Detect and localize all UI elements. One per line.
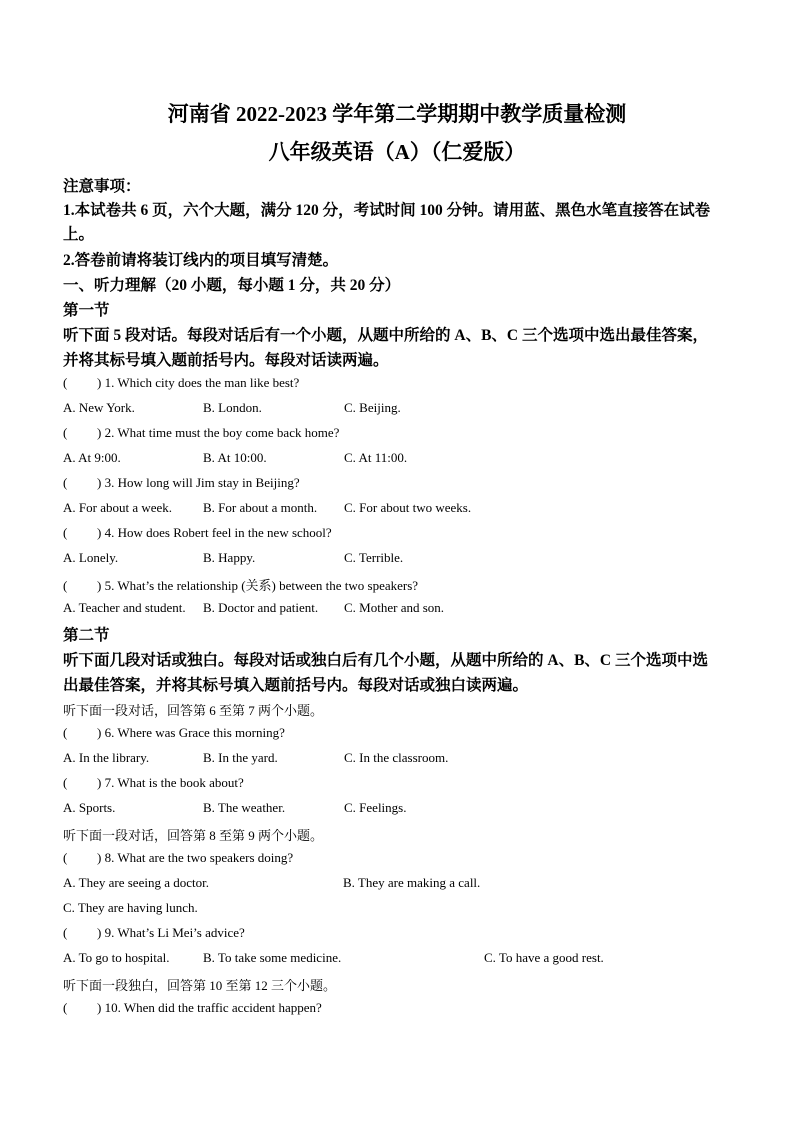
q1-option-b: B. London.: [203, 400, 262, 415]
q5-option-a: A. Teacher and student.: [63, 600, 186, 615]
answer-bracket[interactable]: (: [63, 375, 68, 390]
q8-option-a: A. They are seeing a doctor.: [63, 875, 209, 890]
q6-option-b: B. In the yard.: [203, 750, 278, 765]
section2-instructions-cont: 出最佳答案，并将其标号填入题前括号内。每段对话或独白读两遍。: [63, 677, 529, 694]
notes-item-1-cont: 上。: [63, 226, 95, 243]
q2-option-a: A. At 9:00.: [63, 450, 121, 465]
section2-instructions: 听下面几段对话或独白。每段对话或独白后有几个小题，从题中所给的 A、B、C 三个选项中选: [63, 652, 708, 669]
q7-option-c: C. Feelings.: [344, 800, 407, 815]
section1-heading: 第一节: [63, 302, 110, 319]
q6-option-c: C. In the classroom.: [344, 750, 449, 765]
q4-option-a: A. Lonely.: [63, 550, 119, 565]
q5-option-c: C. Mother and son.: [344, 600, 445, 615]
answer-bracket[interactable]: (: [63, 725, 68, 740]
q3-option-b: B. For about a month.: [203, 500, 318, 515]
answer-bracket[interactable]: (: [63, 775, 68, 790]
notes-heading: 注意事项：: [63, 178, 141, 195]
part1-heading: 一、听力理解（20 小题，每小题 1 分，共 20 分）: [63, 277, 401, 294]
question-2: ( ) 2. What time must the boy come back home?: [63, 425, 340, 440]
question-9: ( ) 9. What’s Li Mei’s advice?: [63, 925, 245, 940]
q8-option-b: B. They are making a call.: [343, 875, 481, 890]
q7-option-a: A. Sports.: [63, 800, 116, 815]
q1-option-c: C. Beijing.: [344, 400, 401, 415]
answer-bracket[interactable]: (: [63, 425, 68, 440]
question-3: ( ) 3. How long will Jim stay in Beijing?: [63, 475, 300, 490]
notes-item-1: 1.本试卷共 6 页，六个大题，满分 120 分，考试时间 100 分钟。请用蓝、黑色水笔直接答在试卷: [63, 202, 711, 219]
q2-option-c: C. At 11:00.: [344, 450, 408, 465]
q9-option-b: B. To take some medicine.: [203, 950, 342, 965]
section1-instructions: 听下面 5 段对话。每段对话后有一个小题，从题中所给的 A、B、C 三个选项中选出最佳答案，: [63, 327, 708, 344]
q2-option-b: B. At 10:00.: [203, 450, 267, 465]
question-4: ( ) 4. How does Robert feel in the new school?: [63, 525, 332, 540]
answer-bracket[interactable]: (: [63, 525, 68, 540]
q8-option-c: C. They are having lunch.: [63, 900, 198, 915]
question-7: ( ) 7. What is the book about?: [63, 775, 244, 790]
lead-in-q6-q7: 听下面一段对话，回答第 6 至第 7 两个小题。: [63, 703, 324, 718]
question-10: ( ) 10. When did the traffic accident happen?: [63, 1000, 322, 1015]
lead-in-q10-q12: 听下面一段独白，回答第 10 至第 12 三个小题。: [63, 978, 337, 993]
q7-option-b: B. The weather.: [203, 800, 286, 815]
answer-bracket[interactable]: (: [63, 578, 68, 593]
section1-instructions-cont: 并将其标号填入题前括号内。每段对话读两遍。: [63, 352, 389, 369]
question-1: ( ) 1. Which city does the man like best?: [63, 375, 300, 390]
q1-option-a: A. New York.: [63, 400, 135, 415]
answer-bracket[interactable]: (: [63, 850, 68, 865]
q4-option-c: C. Terrible.: [344, 550, 404, 565]
q5-option-b: B. Doctor and patient.: [203, 600, 319, 615]
answer-bracket[interactable]: (: [63, 1000, 68, 1015]
section2-heading: 第二节: [63, 627, 110, 644]
answer-bracket[interactable]: (: [63, 475, 68, 490]
q4-option-b: B. Happy.: [203, 550, 256, 565]
question-5: ( ) 5. What’s the relationship (关系) between the two speakers?: [63, 578, 419, 593]
q9-option-a: A. To go to hospital.: [63, 950, 170, 965]
q3-option-c: C. For about two weeks.: [344, 500, 472, 515]
notes-item-2: 2.答卷前请将装订线内的项目填写清楚。: [63, 252, 339, 269]
q6-option-a: A. In the library.: [63, 750, 150, 765]
page-subtitle: 八年级英语（A）（仁爱版）: [268, 140, 526, 164]
page-title: 河南省 2022-2023 学年第二学期期中教学质量检测: [167, 102, 627, 126]
question-6: ( ) 6. Where was Grace this morning?: [63, 725, 285, 740]
q3-option-a: A. For about a week.: [63, 500, 173, 515]
lead-in-q8-q9: 听下面一段对话，回答第 8 至第 9 两个小题。: [63, 828, 324, 843]
question-8: ( ) 8. What are the two speakers doing?: [63, 850, 294, 865]
answer-bracket[interactable]: (: [63, 925, 68, 940]
q9-option-c: C. To have a good rest.: [484, 950, 604, 965]
